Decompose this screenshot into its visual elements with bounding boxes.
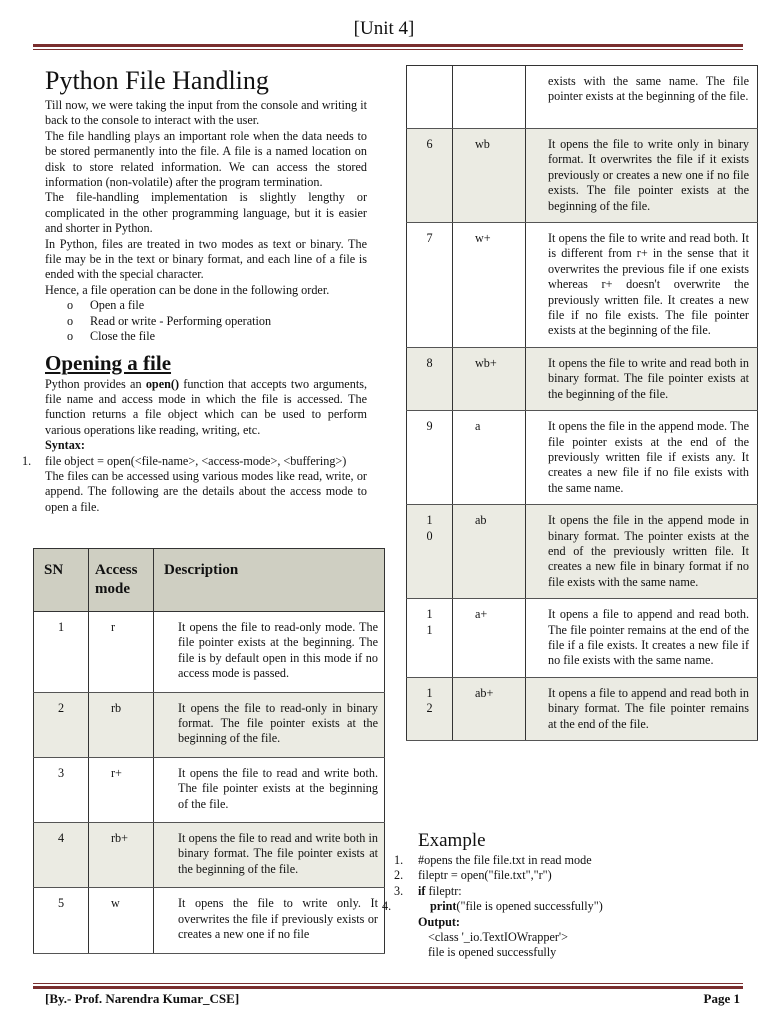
row-mode: rb+: [111, 831, 129, 846]
example-code: [382, 853, 748, 961]
table-row: [34, 757, 385, 822]
row-mode: r+: [111, 765, 122, 780]
row-sn: 3: [57, 765, 65, 780]
table-row: [34, 612, 385, 693]
list-item: [45, 298, 367, 313]
text: function that accepts two arguments, file name and access mode in which the file is accessed. The function returns a file object which can be used to perform various operations like reading, writing, etc.: [45, 376, 367, 437]
access-mode-table: [33, 548, 385, 954]
bullet-icon: o: [67, 313, 74, 328]
row-sn: 1 0: [426, 513, 433, 543]
row-description: It opens the file in the append mode in binary format. The pointer exists at the end of the previously written file. It creates a new file in binary format if no file exists with the same name.: [548, 513, 749, 589]
page-title: Python File Handling: [45, 66, 269, 95]
row-description: It opens the file to write and read both. It is different from r+ in the sense that it overwrites the previous file if one exists whereas r+ doesn't overwrite the previously written file. It creates a new file if no file exists. The file pointer exists at the beginning of the file.: [548, 231, 749, 338]
table-row: [407, 677, 758, 740]
row-sn: 1: [57, 620, 65, 634]
table-row: [407, 223, 758, 348]
row-description: It opens a file to append and read both in binary format. The file pointer remains at the end of the file.: [548, 685, 749, 731]
left-column: [22, 64, 367, 515]
table-row: [407, 411, 758, 505]
row-sn: 9: [426, 419, 433, 434]
code-line: [394, 853, 748, 868]
open-function-paragraph: [45, 377, 367, 439]
line-number: 2.: [394, 868, 404, 883]
row-mode: a+: [475, 607, 488, 622]
code-text: fileptr = open("file.txt","r"): [418, 868, 552, 883]
unit-header: [Unit 4]: [353, 18, 415, 39]
code-line: [394, 883, 748, 899]
code-text: fileptr:: [425, 883, 462, 898]
table-row: [407, 66, 758, 129]
table-row: [407, 505, 758, 599]
row-mode: [453, 66, 525, 82]
row-description: It opens the file to write and read both in binary format. The file pointer exists at the beginning of the file.: [548, 355, 749, 401]
row-sn: 7: [426, 231, 433, 246]
row-mode: wb: [475, 137, 490, 151]
modes-intro-paragraph: The files can be accessed using various modes like read, write, or append. The following are the details about the access mode to open a file.: [45, 468, 367, 514]
footer-rule: [33, 986, 743, 989]
syntax-line: [22, 453, 367, 469]
row-mode: wb+: [475, 355, 497, 370]
access-mode-table-continued: [406, 65, 758, 741]
text: Python provides an: [45, 376, 146, 391]
syntax-label: Syntax:: [45, 438, 85, 453]
list-item-label: Close the file: [90, 329, 155, 344]
bullet-icon: o: [67, 298, 74, 313]
row-mode: w: [111, 896, 120, 911]
line-number: 3.: [394, 883, 404, 898]
output-line: file is opened successfully: [428, 945, 557, 960]
page-number: Page 1: [703, 991, 740, 1006]
table-row: [407, 129, 758, 223]
row-description: It opens the file to read and write both. The file pointer exists at the beginning of the file.: [178, 765, 378, 811]
list-item-label: Open a file: [90, 298, 145, 313]
function-name: open(): [145, 376, 180, 391]
code-text: ("file is opened successfully"): [456, 899, 603, 914]
table-row: [34, 888, 385, 953]
row-mode: r: [111, 620, 116, 634]
table-row: [407, 347, 758, 410]
row-description: It opens the file to write only in binary format. It overwrites the file if it exists previously or creates a new one if no file exists. The file pointer exists at the beginning of the file.: [548, 137, 749, 213]
intro-paragraph-5: Hence, a file operation can be done in the following order.: [45, 282, 330, 297]
syntax-code: file object = open(<file-name>, <access-mode>, <buffering>): [45, 453, 347, 468]
row-mode: ab+: [475, 685, 494, 700]
row-sn: 6: [426, 137, 433, 151]
example-heading: Example: [418, 830, 486, 851]
header-rule-thin: [33, 49, 743, 50]
row-mode: a: [475, 419, 481, 434]
row-sn: 8: [426, 355, 433, 370]
code-line: [394, 868, 748, 883]
intro-paragraph-1: Till now, we were taking the input from the console and writing it back to the console to interact with the user.: [45, 98, 367, 128]
row-sn: 1 2: [426, 685, 433, 716]
intro-paragraph-4: In Python, files are treated in two modes as text or binary. The file may be in the text or binary format, and each line of a file is ended with the special character.: [45, 236, 367, 282]
column-header-access-mode: Access mode: [89, 549, 154, 612]
row-description: It opens the file to read and write both in binary format. The file pointer exists at the beginning of the file.: [178, 831, 378, 876]
bullet-icon: o: [67, 329, 74, 344]
line-number: 1.: [22, 453, 32, 468]
code-keyword: if: [418, 883, 426, 898]
list-item: [45, 329, 367, 344]
table-row: [34, 823, 385, 888]
output-line: <class '_io.TextIOWrapper'>: [428, 930, 568, 945]
row-description: It opens the file in the append mode. The file pointer exists at the end of the previously written file if exists any. It creates a new file if no file exists with the same name.: [548, 419, 749, 495]
row-mode: rb: [111, 700, 122, 715]
line-number: 1.: [394, 853, 404, 867]
footer-author: [By.- Prof. Narendra Kumar_CSE]: [45, 991, 240, 1006]
row-sn: 2: [57, 700, 65, 715]
row-mode: ab: [475, 513, 487, 528]
table-row: [34, 692, 385, 757]
column-header-description: Description: [154, 549, 385, 612]
row-description: It opens the file to read-only in binary format. The file pointer exists at the beginning of the file.: [178, 700, 378, 746]
list-item: [45, 314, 367, 329]
operation-order-list: [45, 298, 367, 344]
row-description: exists with the same name. The file pointer exists at the beginning of the file.: [548, 74, 749, 104]
row-description: It opens the file to read-only mode. The file pointer exists at the beginning. The file is by default open in this mode if no access mode is passed.: [178, 620, 378, 681]
code-text: #opens the file file.txt in read mode: [418, 853, 592, 867]
header-rule: [33, 44, 743, 47]
column-header-sn: SN: [34, 549, 89, 612]
row-mode: w+: [475, 231, 491, 246]
row-sn: 1 1: [426, 607, 433, 637]
row-sn: 4: [57, 831, 65, 846]
footer-rule-thin: [33, 983, 743, 984]
section-heading: Opening a file: [45, 350, 172, 375]
code-keyword: print: [430, 899, 457, 914]
list-item-label: Read or write - Performing operation: [90, 313, 272, 328]
code-line: [382, 899, 748, 914]
output-label: Output:: [418, 914, 460, 929]
row-sn: 5: [57, 896, 65, 911]
intro-paragraph-2: The file handling plays an important role when the data needs to be stored permanently into the file. A file is a named location on disk to store related information. We can access the stored information (non-volatile) after the program termination.: [45, 128, 367, 190]
row-description: It opens a file to append and read both. The file pointer remains at the end of the file if a file exists. It creates a new file if no file exists with the same name.: [548, 607, 749, 668]
row-sn: [407, 66, 452, 128]
intro-paragraph-3: The file-handling implementation is slightly lengthy or complicated in the other programming language, but it is easier and shorter in Python.: [45, 190, 367, 236]
line-number: 4.: [382, 899, 392, 914]
row-description: It opens the file to write only. It overwrites the file if previously exists or creates a new one if no file: [178, 896, 378, 942]
table-row: [407, 599, 758, 678]
